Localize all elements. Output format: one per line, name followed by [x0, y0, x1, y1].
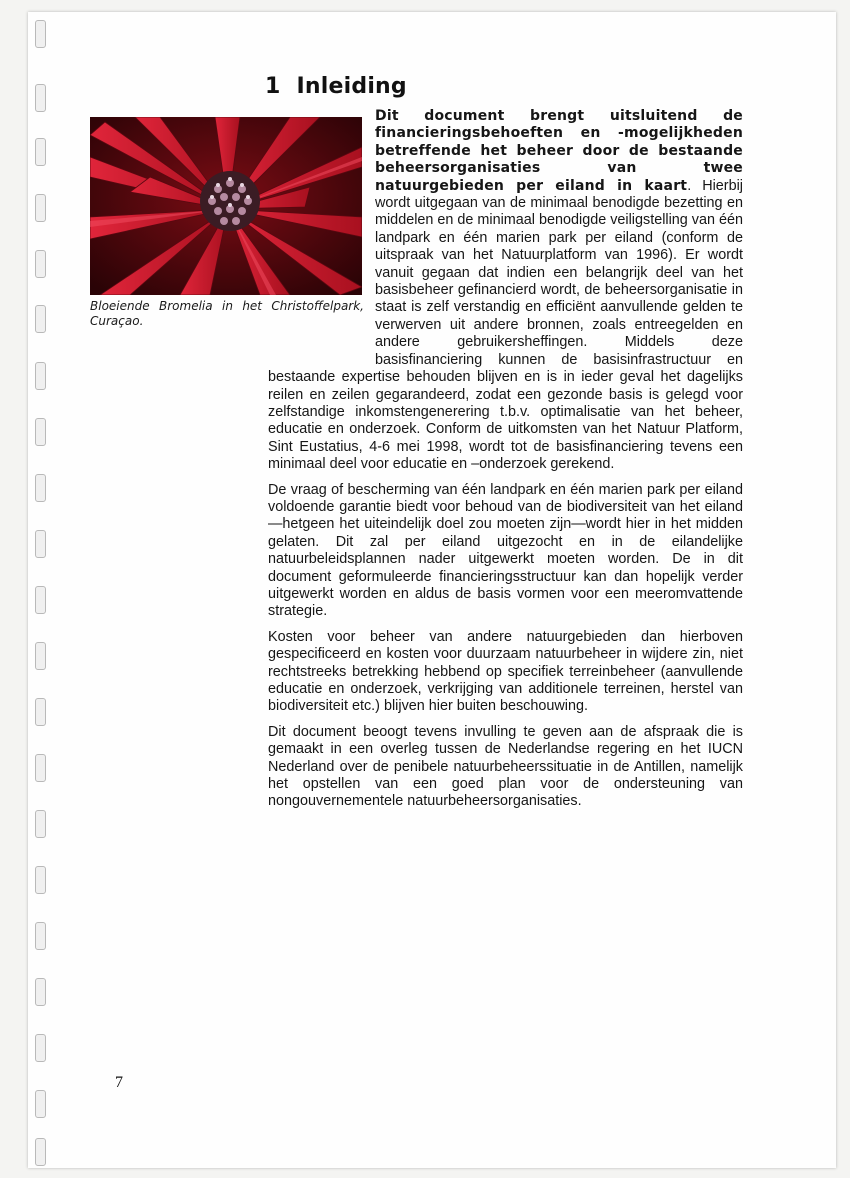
binding-hole	[35, 754, 46, 782]
figure-wrap-spacer	[268, 108, 375, 367]
binding-hole	[35, 84, 46, 112]
binding-hole	[35, 1034, 46, 1062]
binding-hole	[35, 418, 46, 446]
chapter-title: Inleiding	[296, 74, 407, 99]
page-title	[265, 74, 407, 99]
binding-hole	[35, 250, 46, 278]
paragraph-3: Kosten voor beheer van andere natuurgebieden dan hierboven gespecificeerd en kosten voor duurzaam natuurbeheer in wijdere zin, niet rechtstreeks betrekking hebbend op specifiek terreinbeheer (aanvullende educatie en onderzoek, verkrijging van additionele terreinen, herstel van biodiversiteit etc.) blijven hier buiten beschouwing.	[268, 628, 743, 715]
binding-hole	[35, 1138, 46, 1166]
binding-hole	[35, 698, 46, 726]
binding-hole	[35, 138, 46, 166]
binding-holes	[0, 0, 30, 1178]
lead-sentence: Dit document brengt uitsluitend de financieringsbehoeften en -mogelijkheden betreffende het beheer door de bestaande beheersorganisaties van twee natuurgebieden per eiland in kaart	[375, 108, 743, 194]
binding-hole	[35, 474, 46, 502]
binding-hole	[35, 530, 46, 558]
paragraph-2: De vraag of bescherming van één landpark en één marien park per eiland voldoende garantie biedt voor behoud van de biodiversiteit van het eiland—hetgeen het uiteindelijk doel zou moeten zijn—wordt hier in het midden gelaten. Dit zal per eiland uitgezocht en in de eilandelijke natuurbeleidsplannen nader uitgewerkt moeten worden. De in dit document geformuleerde financieringsstructuur kan dan hopelijk verder uitgewerkt worden en aldus de basis vormen voor een meeromvattende strategie.	[268, 481, 743, 620]
binding-hole	[35, 20, 46, 48]
binding-hole	[35, 586, 46, 614]
paragraph-1-rest: . Hierbij wordt uitgegaan van de minimaal benodigde bezetting en middelen en de minimaal benodigde veiligstelling van één landpark en één marien park per eiland (conform de uitspraak van het Natuurplatform van 1996). Er wordt vanuit gegaan dat indien een belangrijk deel van het basisbeheer gefinancierd wordt, de beheersorganisatie in staat is zelf verstandig en efficiënt aanvullende gelden te verwerven uit andere bronnen, zoals entreegelden en andere gebruikersheffingen. Middels deze basisfinanciering kunnen de basisinfrastructuur en bestaande expertise behouden blijven en is in ieder geval het dagelijks reilen en zeilen gegarandeerd, zodat een gezonde basis is gelegd voor zelfstandige inkomstengenerering t.b.v. optimalisatie van het beheer, educatie en onderzoek. Conform de uitkomsten van het Natuur Platform, Sint Eustatius, 4-6 mei 1998, wordt tot de basisfinanciering tevens een minimaal deel voor educatie en –onderzoek gerekend.	[268, 177, 744, 473]
body-text	[268, 108, 743, 819]
binding-hole	[35, 642, 46, 670]
binding-hole	[35, 978, 46, 1006]
binding-hole	[35, 810, 46, 838]
binding-hole	[35, 194, 46, 222]
binding-hole	[35, 305, 46, 333]
figure-caption: Bloeiende Bromelia in het Christoffelpark, Curaçao.	[90, 299, 364, 328]
chapter-number: 1	[265, 74, 281, 99]
binding-hole	[35, 1090, 46, 1118]
paragraph-4: Dit document beoogt tevens invulling te geven aan de afspraak die is gemaakt in een overleg tussen de Nederlandse regering en het IUCN Nederland over de penibele natuurbeheerssituatie in de Antillen, namelijk het opstellen van een goed plan voor de ondersteuning van nongouvernementele natuurbeheersorganisaties.	[268, 723, 743, 810]
binding-hole	[35, 922, 46, 950]
binding-hole	[35, 362, 46, 390]
page-number: 7	[115, 1074, 123, 1091]
binding-hole	[35, 866, 46, 894]
